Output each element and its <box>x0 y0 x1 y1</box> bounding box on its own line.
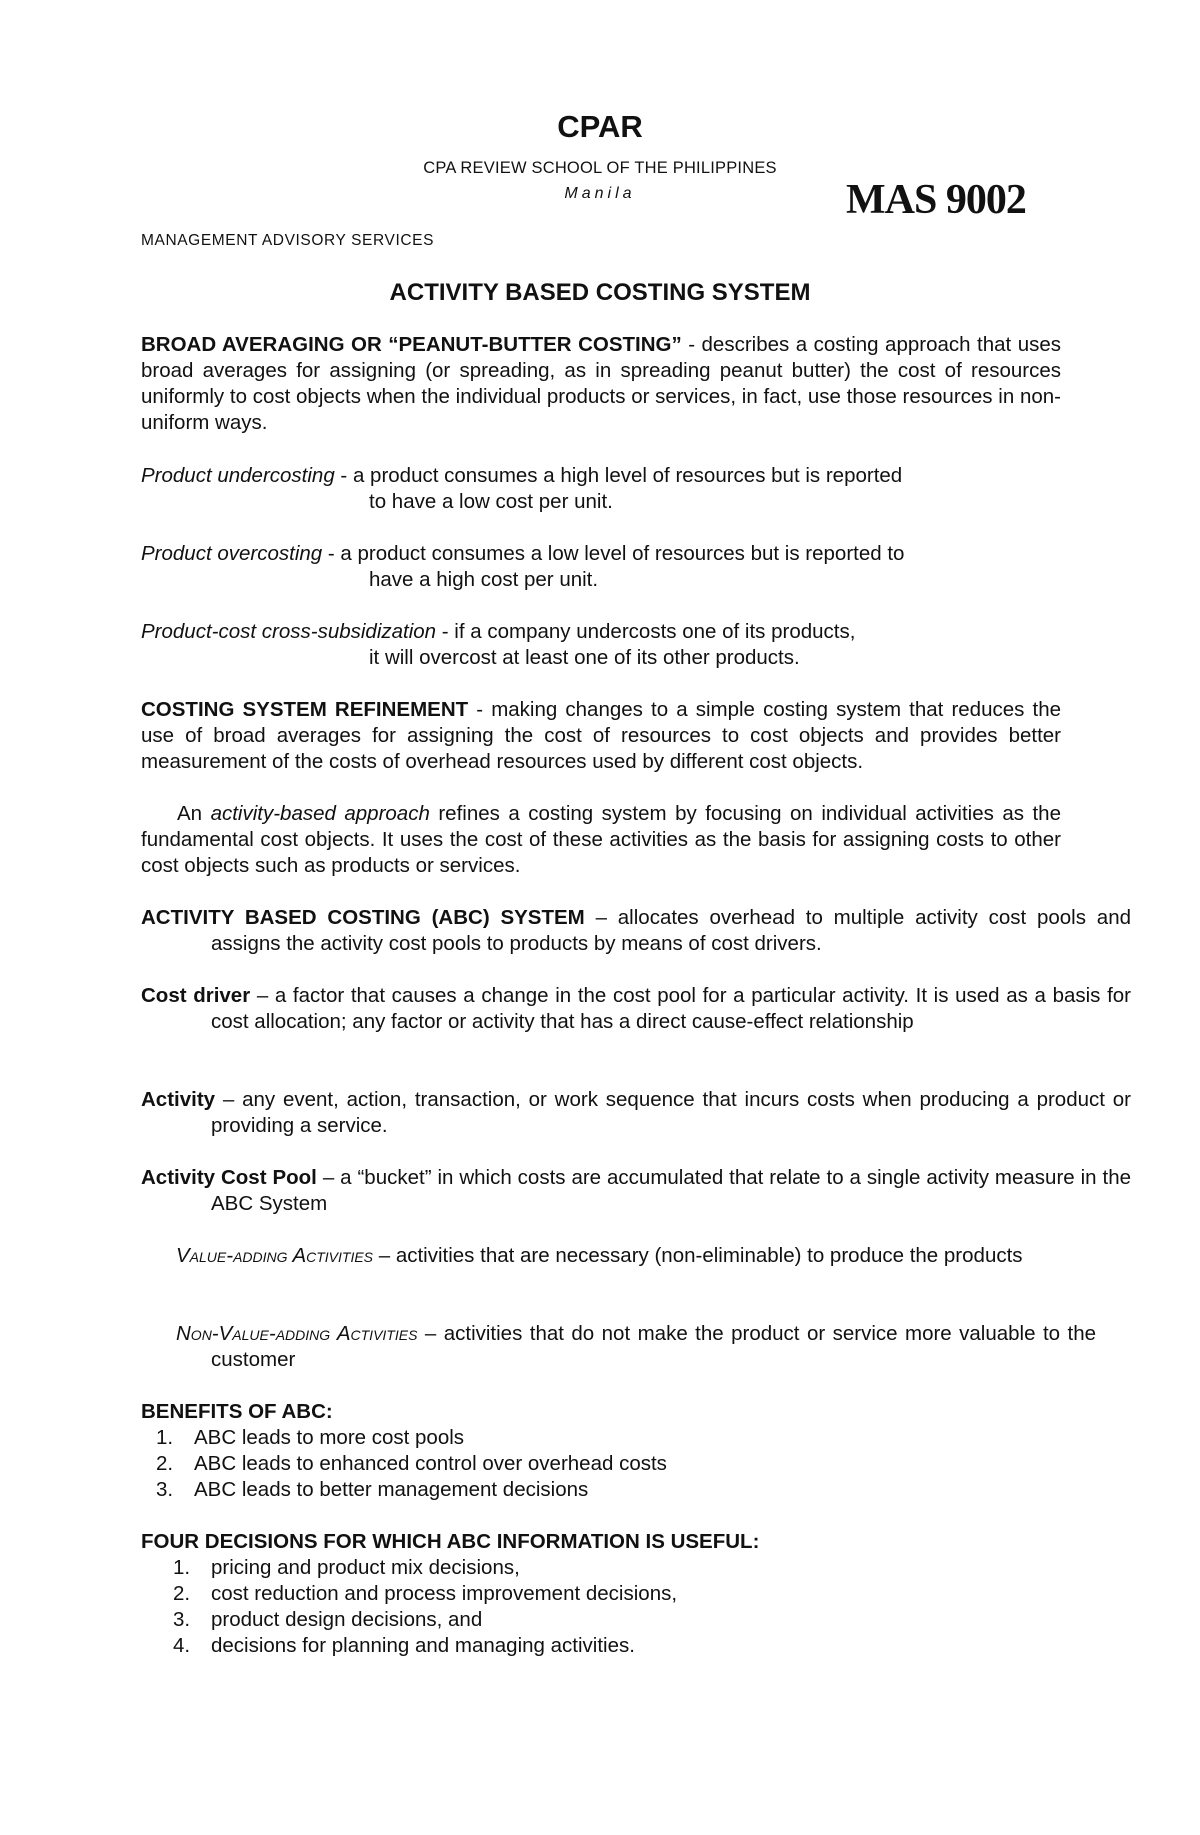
broad-averaging-definition: - describes a costing approach that uses broad averages for assigning (or spreading, as in spreading peanut butter) the cost of resources uniformly to cost objects when the individual products or services, in fact, use those resources in non-uniform ways. <box>141 333 1061 434</box>
non-value-adding-paragraph <box>176 1321 1096 1373</box>
cost-driver-paragraph <box>141 983 1131 1035</box>
list-item: 2. ABC leads to enhanced control over overhead costs <box>156 1452 667 1475</box>
activity-approach-term: activity-based approach <box>210 802 430 825</box>
decisions-list <box>141 1555 1061 1659</box>
cross-subsidization-line2: it will overcost at least one of its other products. <box>369 646 800 669</box>
header-school-name: CPA REVIEW SCHOOL OF THE PHILIPPINES <box>423 159 777 177</box>
activity-approach-lead: An <box>177 802 211 825</box>
cost-driver-definition: – a factor that causes a change in the cost pool for a particular activity. It is used as a basis for cost allocation; any factor or activity that has a direct cause-effect relationship <box>211 984 1131 1033</box>
list-item: 2. cost reduction and process improvement decisions, <box>173 1582 678 1605</box>
overcosting-line2: have a high cost per unit. <box>369 568 599 591</box>
activity-definition: – any event, action, transaction, or work sequence that incurs costs when producing a product or providing a service. <box>211 1088 1131 1137</box>
non-value-adding-term: Non-Value-adding Activities <box>176 1322 418 1345</box>
activity-paragraph <box>141 1087 1131 1139</box>
header-city: Manila <box>564 185 636 202</box>
value-adding-definition: – activities that are necessary (non-eliminable) to produce the products <box>373 1244 1023 1267</box>
header-title: CPAR <box>557 109 643 144</box>
refinement-term: COSTING SYSTEM REFINEMENT <box>141 698 469 721</box>
decisions-heading: FOUR DECISIONS FOR WHICH ABC INFORMATION IS USEFUL: <box>141 1530 760 1553</box>
list-item: 3. product design decisions, and <box>173 1608 483 1631</box>
cost-pool-paragraph <box>141 1165 1131 1217</box>
course-code: MAS 9002 <box>846 177 1026 223</box>
undercosting-paragraph <box>141 463 1061 515</box>
non-value-adding-definition: – activities that do not make the product or service more valuable to the customer <box>211 1322 1097 1371</box>
cost-driver-term: Cost driver <box>141 984 251 1007</box>
abc-system-definition: – allocates overhead to multiple activity cost pools and assigns the activity cost pools to products by means of cost drivers. <box>211 906 1131 955</box>
list-item: 1. pricing and product mix decisions, <box>173 1556 520 1579</box>
abc-system-paragraph <box>141 905 1131 957</box>
overcosting-term: Product overcosting <box>141 542 323 565</box>
overcosting-line1: - a product consumes a low level of resources but is reported to <box>322 542 905 565</box>
refinement-paragraph <box>141 697 1061 775</box>
value-adding-term: Value-adding Activities <box>176 1244 374 1267</box>
abc-system-term: ACTIVITY BASED COSTING (ABC) SYSTEM <box>141 906 585 929</box>
cross-subsidization-line1: - if a company undercosts one of its products, <box>436 620 856 643</box>
cost-pool-term: Activity Cost Pool <box>141 1166 317 1189</box>
department-label: MANAGEMENT ADVISORY SERVICES <box>141 232 435 249</box>
cross-subsidization-paragraph <box>141 619 1061 671</box>
cost-pool-definition: – a “bucket” in which costs are accumulated that relate to a single activity measure in the ABC System <box>211 1166 1131 1215</box>
list-item: 1. ABC leads to more cost pools <box>156 1426 465 1449</box>
value-adding-paragraph <box>176 1243 1096 1269</box>
activity-approach-text: refines a costing system by focusing on individual activities as the fundamental cost objects. It uses the cost of these activities as the basis for assigning costs to other cost objects such as products or services. <box>141 802 1061 877</box>
broad-averaging-term: BROAD AVERAGING OR “PEANUT-BUTTER COSTING” <box>141 333 682 356</box>
list-item: 4. decisions for planning and managing activities. <box>173 1634 635 1657</box>
undercosting-term: Product undercosting <box>141 464 335 487</box>
overcosting-paragraph <box>141 541 1061 593</box>
undercosting-line2: to have a low cost per unit. <box>369 490 613 513</box>
refinement-definition: - making changes to a simple costing system that reduces the use of broad averages for assigning the cost of resources to cost objects and provides better measurement of the costs of overhead resources used by different cost objects. <box>141 698 1061 773</box>
list-item: 3. ABC leads to better management decisions <box>156 1478 589 1501</box>
activity-term: Activity <box>141 1088 216 1111</box>
undercosting-line1: - a product consumes a high level of resources but is reported <box>334 464 903 487</box>
activity-approach-paragraph <box>141 801 1061 879</box>
document-title: ACTIVITY BASED COSTING SYSTEM <box>389 279 811 306</box>
cross-subsidization-term: Product-cost cross-subsidization <box>141 620 437 643</box>
broad-averaging-paragraph <box>141 332 1061 436</box>
benefits-list <box>141 1425 1061 1503</box>
benefits-heading: BENEFITS OF ABC: <box>141 1400 333 1423</box>
